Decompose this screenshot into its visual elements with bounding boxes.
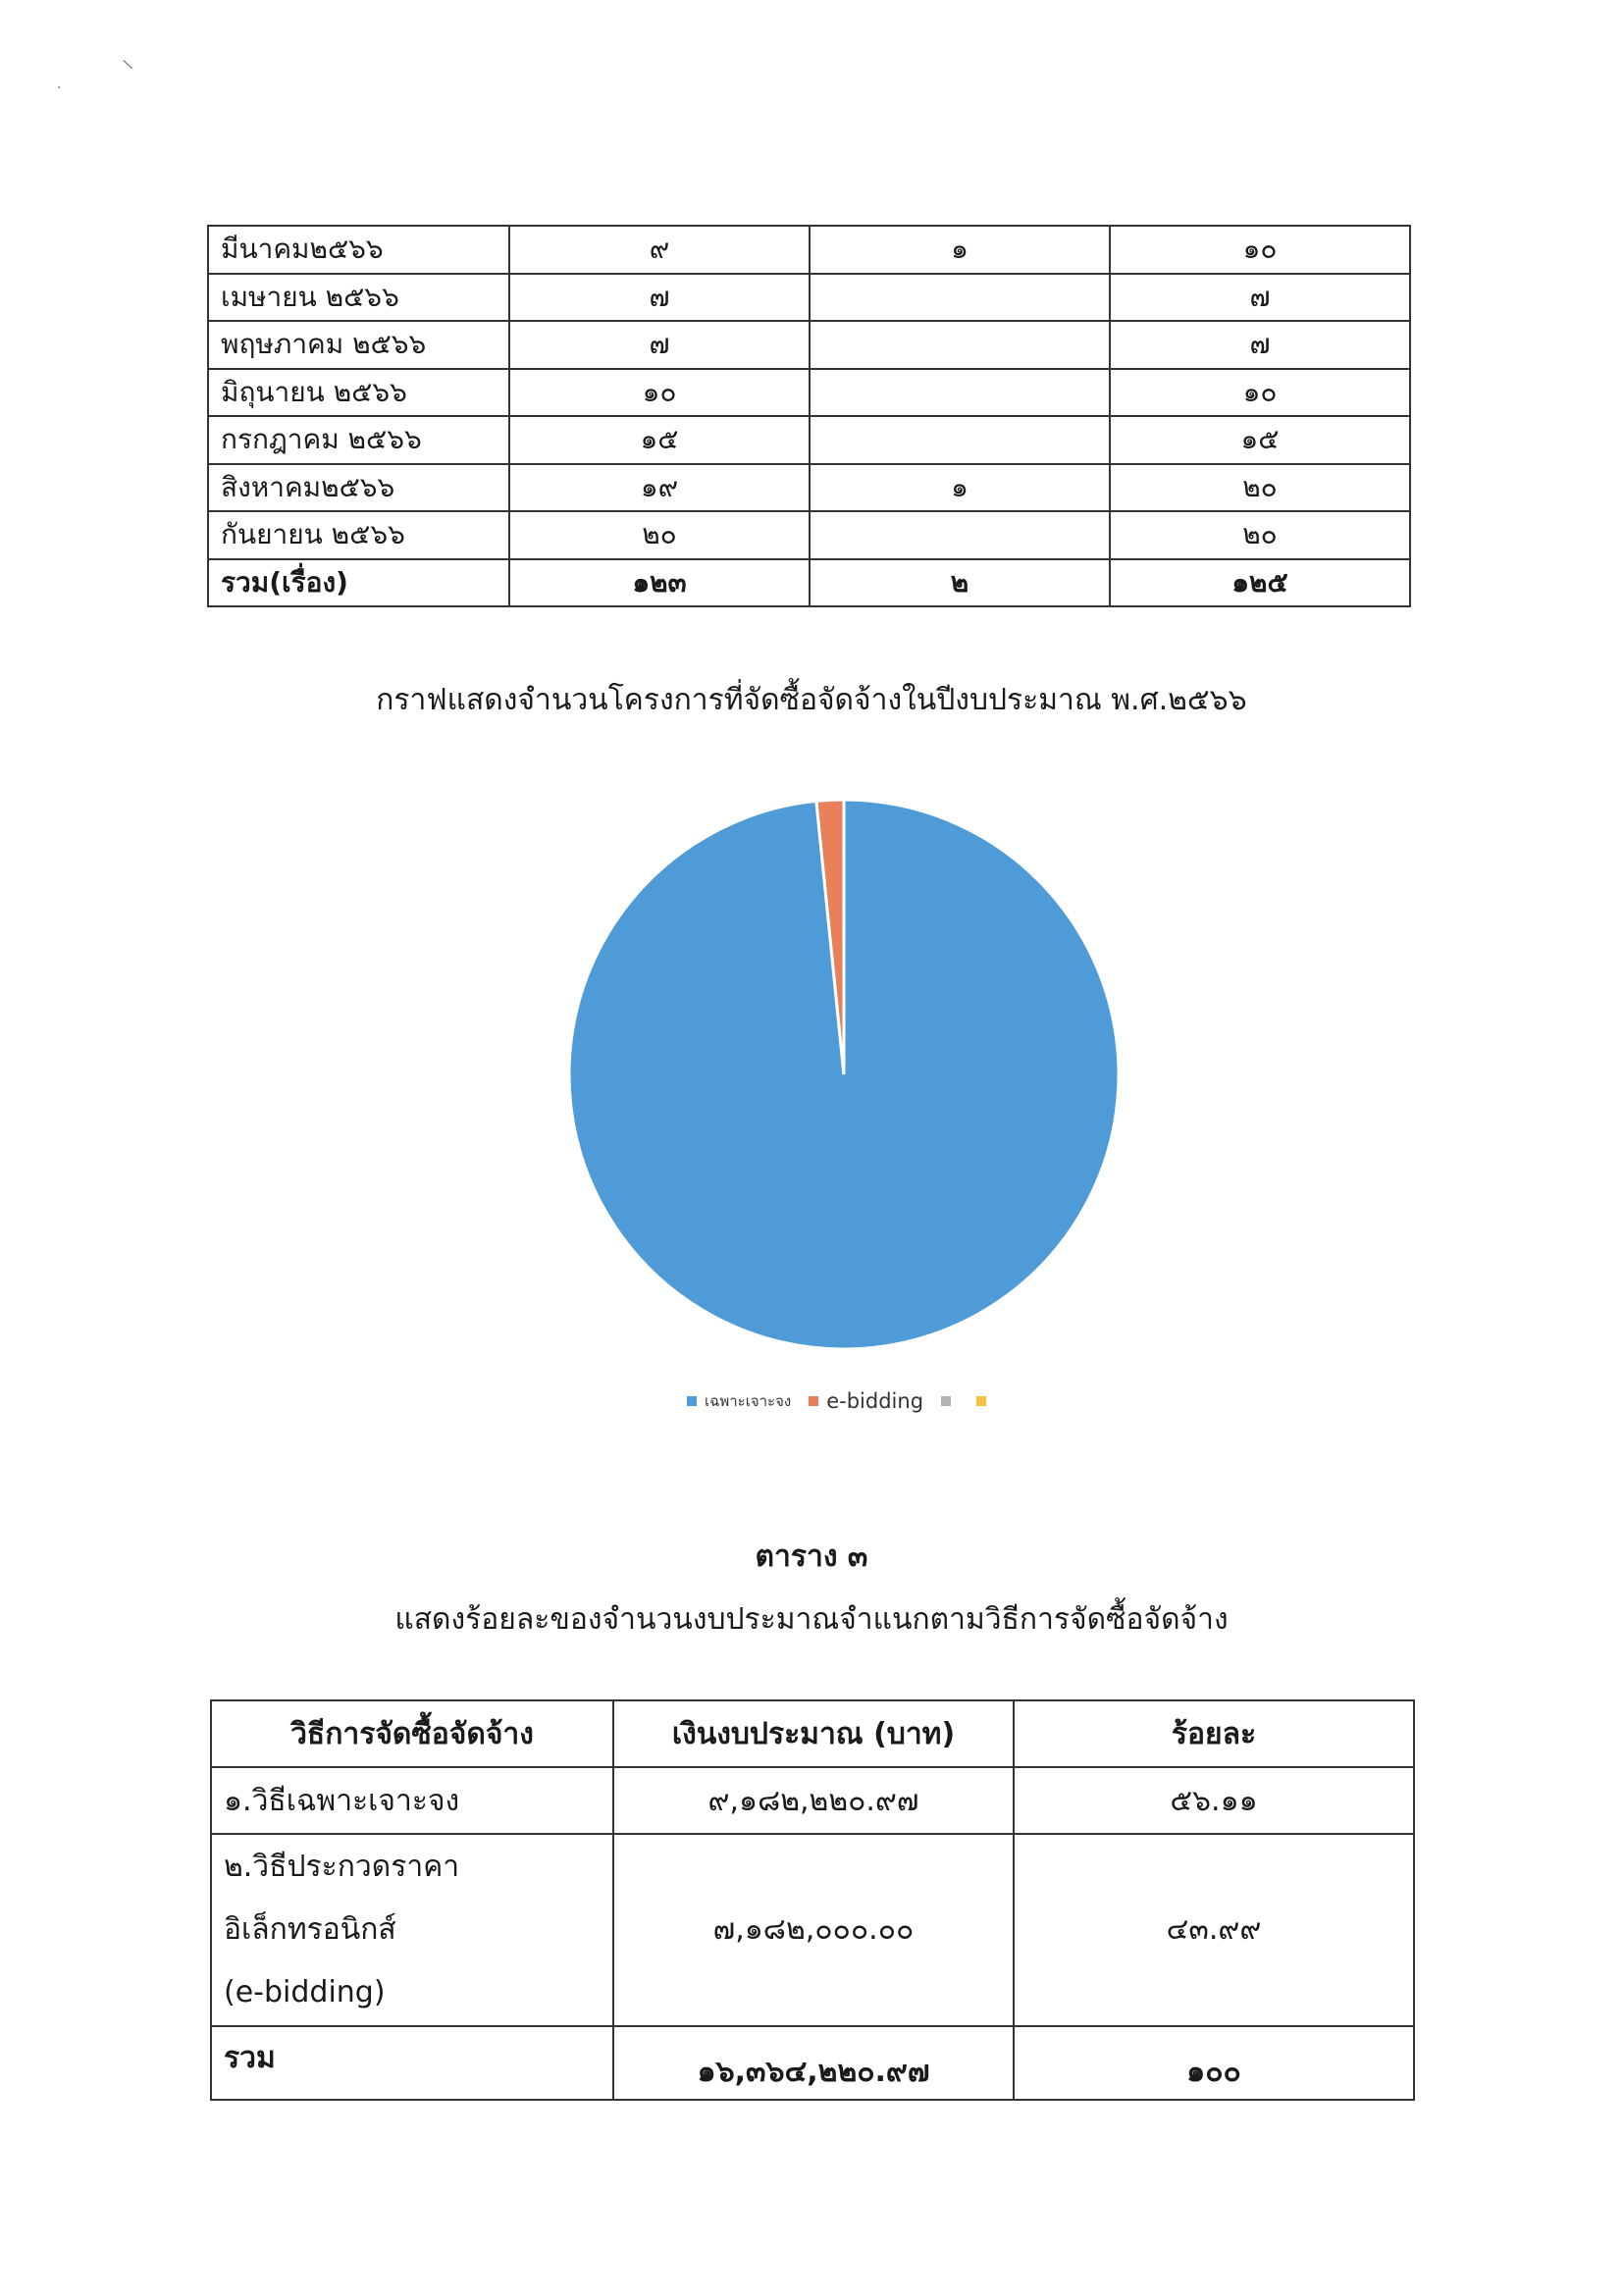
total-label-cell: รวม(เรื่อง) xyxy=(208,559,509,607)
ebidding-count-cell xyxy=(810,369,1110,417)
legend-swatch xyxy=(941,1396,951,1406)
total-count-cell: ๒๐ xyxy=(1110,464,1410,512)
month-cell: สิงหาคม๒๕๖๖ xyxy=(208,464,509,512)
total-count-cell: ๑๐ xyxy=(1110,369,1410,417)
method-cell: ๑.วิธีเฉพาะเจาะจง xyxy=(211,1767,613,1834)
percent-cell: ๕๖.๑๑ xyxy=(1014,1767,1414,1834)
method-header: วิธีการจัดซื้อจัดจ้าง xyxy=(211,1700,613,1767)
ebidding-count-cell xyxy=(810,321,1110,369)
legend-entry xyxy=(809,1389,923,1413)
total-count-cell: ๑๕ xyxy=(1110,416,1410,464)
month-cell: กรกฎาคม ๒๕๖๖ xyxy=(208,416,509,464)
specific-count-cell: ๑๐ xyxy=(509,369,810,417)
method-cell xyxy=(211,1834,613,2026)
ebidding-count-cell: ๑ xyxy=(810,226,1110,274)
budget-by-method-table xyxy=(210,1699,1415,2101)
month-cell: เมษายน ๒๕๖๖ xyxy=(208,274,509,322)
monthly-procurement-table xyxy=(207,225,1411,607)
scan-speck: \ xyxy=(122,56,134,74)
specific-count-cell: ๗ xyxy=(509,274,810,322)
legend-label: e-bidding xyxy=(826,1389,924,1413)
chart-legend xyxy=(687,1386,1004,1416)
table-row xyxy=(208,369,1410,417)
procurement-pie-chart xyxy=(559,790,1128,1359)
method-line: (e-bidding) xyxy=(224,1975,386,2009)
chart-title: กราฟแสดงจำนวนโครงการที่จัดซื้อจัดจ้างในปีงบประมาณ พ.ศ.๒๕๖๖ xyxy=(376,683,1247,717)
total-row xyxy=(211,2026,1414,2100)
ebidding-count-cell xyxy=(810,274,1110,322)
scan-speck: · xyxy=(57,80,62,96)
total-ebidding-cell: ๒ xyxy=(810,559,1110,607)
specific-count-cell: ๑๙ xyxy=(509,464,810,512)
amount-cell: ๗,๑๘๒,๐๐๐.๐๐ xyxy=(613,1834,1014,2026)
total-count-cell: ๗ xyxy=(1110,321,1410,369)
total-percent-cell: ๑๐๐ xyxy=(1014,2026,1414,2100)
legend-entry xyxy=(687,1389,791,1413)
total-count-cell: ๒๐ xyxy=(1110,511,1410,559)
table-row xyxy=(211,1767,1414,1834)
month-cell: มิถุนายน ๒๕๖๖ xyxy=(208,369,509,417)
total-row xyxy=(208,559,1410,607)
legend-label: เฉพาะเจาะจง xyxy=(705,1392,792,1410)
total-specific-cell: ๑๒๓ xyxy=(509,559,810,607)
specific-count-cell: ๙ xyxy=(509,226,810,274)
total-count-cell: ๑๐ xyxy=(1110,226,1410,274)
table-row xyxy=(208,511,1410,559)
total-label-cell: รวม xyxy=(211,2026,613,2100)
table3-caption: แสดงร้อยละของจำนวนงบประมาณจำแนกตามวิธีการจัดซื้อจัดจ้าง xyxy=(394,1602,1229,1637)
legend-swatch xyxy=(976,1396,986,1406)
percent-header: ร้อยละ xyxy=(1014,1700,1414,1767)
legend-entry xyxy=(976,1396,994,1406)
header-row xyxy=(211,1700,1414,1767)
table-row xyxy=(208,274,1410,322)
legend-entry xyxy=(941,1396,959,1406)
table-row xyxy=(211,1834,1414,2026)
specific-count-cell: ๑๕ xyxy=(509,416,810,464)
total-amount-cell: ๑๖,๓๖๔,๒๒๐.๙๗ xyxy=(613,2026,1014,2100)
amount-cell: ๙,๑๘๒,๒๒๐.๙๗ xyxy=(613,1767,1014,1834)
legend-swatch xyxy=(687,1396,697,1406)
table3-heading: ตาราง ๓ xyxy=(755,1539,868,1574)
specific-count-cell: ๒๐ xyxy=(509,511,810,559)
amount-header: เงินงบประมาณ (บาท) xyxy=(613,1700,1014,1767)
month-cell: มีนาคม๒๕๖๖ xyxy=(208,226,509,274)
ebidding-count-cell: ๑ xyxy=(810,464,1110,512)
table-row xyxy=(208,321,1410,369)
percent-cell: ๔๓.๙๙ xyxy=(1014,1834,1414,2026)
month-cell: กันยายน ๒๕๖๖ xyxy=(208,511,509,559)
table-row xyxy=(208,464,1410,512)
grand-total-cell: ๑๒๕ xyxy=(1110,559,1410,607)
specific-count-cell: ๗ xyxy=(509,321,810,369)
legend-swatch xyxy=(809,1396,818,1406)
month-cell: พฤษภาคม ๒๕๖๖ xyxy=(208,321,509,369)
table-row xyxy=(208,416,1410,464)
total-count-cell: ๗ xyxy=(1110,274,1410,322)
table-row xyxy=(208,226,1410,274)
ebidding-count-cell xyxy=(810,416,1110,464)
method-line: ๒.วิธีประกวดราคาอิเล็กทรอนิกส์ xyxy=(224,1850,460,1947)
ebidding-count-cell xyxy=(810,511,1110,559)
